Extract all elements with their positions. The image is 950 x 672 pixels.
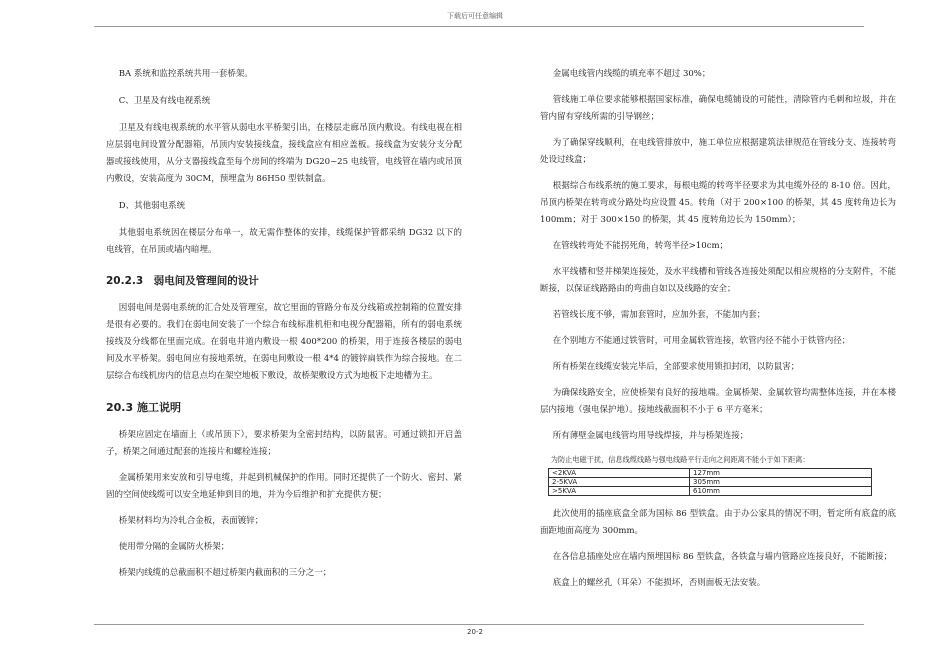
paragraph: BA 系统和监控系统共用一套桥架。 <box>118 69 253 79</box>
paragraph: 底盒上的螺丝孔（耳朵）不能损坏，否则面板无法安装。 <box>552 578 766 588</box>
paragraph: 所有薄壁金属电线管均用导线焊接，并与桥架连接； <box>552 431 749 441</box>
table-cell: 2-5KVA <box>549 478 690 487</box>
table-cell: 127mm <box>690 469 872 478</box>
page-number: 20-2 <box>467 628 483 636</box>
subsection-title: D、其他弱电系统 <box>118 201 186 211</box>
paragraph: 桥架材料均为冷轧合金板，表面镀锌； <box>118 516 264 526</box>
paragraph: 卫星及有线电视系统的水平管从弱电水平桥架引出，在楼层走廊吊顶内敷设。有线电视在相应层弱电间设置分配器箱，吊顶内安装接线盒，接线盒应有相应盖板。接线盒为安装分支分配器或接线使用，从分支器接线盒至每个房间的终端为 DG20~25 电线管，电线管在墙内或吊顶内敷设，安装高度为 30CM，预埋盒为 86H50 型铁制盒。 <box>106 123 462 184</box>
paragraph: 为确保线路安全，应使桥架有良好的接地端。金属桥架、金属软管均需整体连接，并在本楼层内接地（强电保护地）。接地线截面积不小于 6 平方毫米； <box>540 388 896 415</box>
section-heading: 20.3 施工说明 <box>106 401 181 414</box>
table-cell: <2KVA <box>549 469 690 478</box>
paragraph: 根据综合布线系统的施工要求，每根电缆的转弯半径要求为其电缆外径的 8-10 倍。因此，吊顶内桥架在转弯或分路处均应设置 45。转角（对于 200×100 的桥架，其 45 度转角边长为 100mm；对于 300×150 的桥架，其 45 度转角边长为 150mm）； <box>540 181 896 225</box>
left-column <box>106 66 462 591</box>
table-row <box>549 487 872 496</box>
table-row <box>549 469 872 478</box>
table-cell: >5KVA <box>549 487 690 496</box>
header-rule <box>94 26 864 27</box>
paragraph: 水平线槽和竖井梯架连接处，及水平线槽和管线各连接处须配以相应规格的分支附件，不能断接，以保证线路路由的弯曲自如以及线路的安全； <box>540 267 896 294</box>
paragraph: 桥架应固定在墙面上（或吊顶下），要求桥架为全密封结构，以防鼠害。可通过锁扣开启盖子，桥架之间通过配套的连接片和螺栓连接； <box>106 430 462 457</box>
table-caption: 为防止电磁干扰，信息线缆线路与强电线路平行走向之间距离不能小于如下距离： <box>550 455 810 464</box>
footer-rule <box>94 624 864 625</box>
paragraph: 其他弱电系统因在楼层分布单一，故无需作整体的安排，线缆保护管都采纳 DG32 以下的电线管，在吊顶或墙内暗埋。 <box>106 228 462 255</box>
paragraph: 金属桥架用来安放和引导电缆，并起到机械保护的作用。同时还提供了一个防火、密封、紧固的空间使线缆可以安全地延伸到目的地，并为今后维护和扩充提供方便； <box>106 473 462 500</box>
section-heading: 20.2.3 弱电间及管理间的设计 <box>106 275 259 287</box>
paragraph: 在各信息插座处应在墙内预埋国标 86 型铁盒，各铁盒与墙内管路应连接良好，不能断接； <box>552 552 892 562</box>
paragraph: 为了确保穿线顺利，在电线管排放中，施工单位应根据建筑法律规范在管线分支、连接转弯处设过线盒； <box>540 138 896 165</box>
table-cell: 610mm <box>690 487 872 496</box>
paragraph: 在个别地方不能通过铁管时，可用金属软管连接，软管内径不能小于铁管内径； <box>552 336 851 346</box>
table-cell: 305mm <box>690 478 872 487</box>
subsection-title: C、卫星及有线电视系统 <box>118 96 211 106</box>
paragraph: 因弱电间是弱电系统的汇合处及管理室，故它里面的管路分布及分线箱或控制箱的位置安排是很有必要的。我们在弱电间安装了一个综合布线标准机柜和电视分配器箱，所有的弱电系统接线及分线都在里面完成。在弱电井道内敷设一根 400*200 的桥架，用于连接各楼层的弱电间及水平桥架。弱电间应有接地系统，在弱电间敷设一根 4*4 的镀锌扁铁作为综合接地。在二层综合布线机房内的信息点均在架空地板下敷设，故桥架敷设方式为地板下走地槽为主。 <box>106 303 462 381</box>
paragraph: 桥架内线缆的总截面积不超过桥架内截面积的三分之一； <box>118 568 332 578</box>
paragraph: 若管线长度不够，需加套管时，应加外套，不能加内套； <box>552 310 766 320</box>
paragraph: 管线施工单位要求能够根据国家标准，确保电缆铺设的可能性，清除管内毛刺和垃圾，并在管内留有穿线所需的引导钢丝； <box>540 95 896 122</box>
paragraph: 使用带分隔的金属防火桥架； <box>118 542 230 552</box>
paragraph: 所有桥架在线缆安装完毕后，全部要求使用锁扣封闭，以防鼠害； <box>552 362 800 372</box>
right-column <box>540 66 896 601</box>
paragraph: 在管线转弯处不能拐死角，转弯半径>10cm； <box>552 241 729 251</box>
paragraph: 金属电线管内线缆的填充率不超过 30%； <box>552 69 711 79</box>
paragraph: 此次使用的插座底盒全部为国标 86 型铁盒。由于办公家具的情况不明，暂定所有底盒的底面距地面高度为 300mm。 <box>540 509 896 536</box>
table-row <box>549 478 872 487</box>
page-header: 下载后可任意编辑 <box>447 12 503 20</box>
separation-table <box>548 468 872 496</box>
